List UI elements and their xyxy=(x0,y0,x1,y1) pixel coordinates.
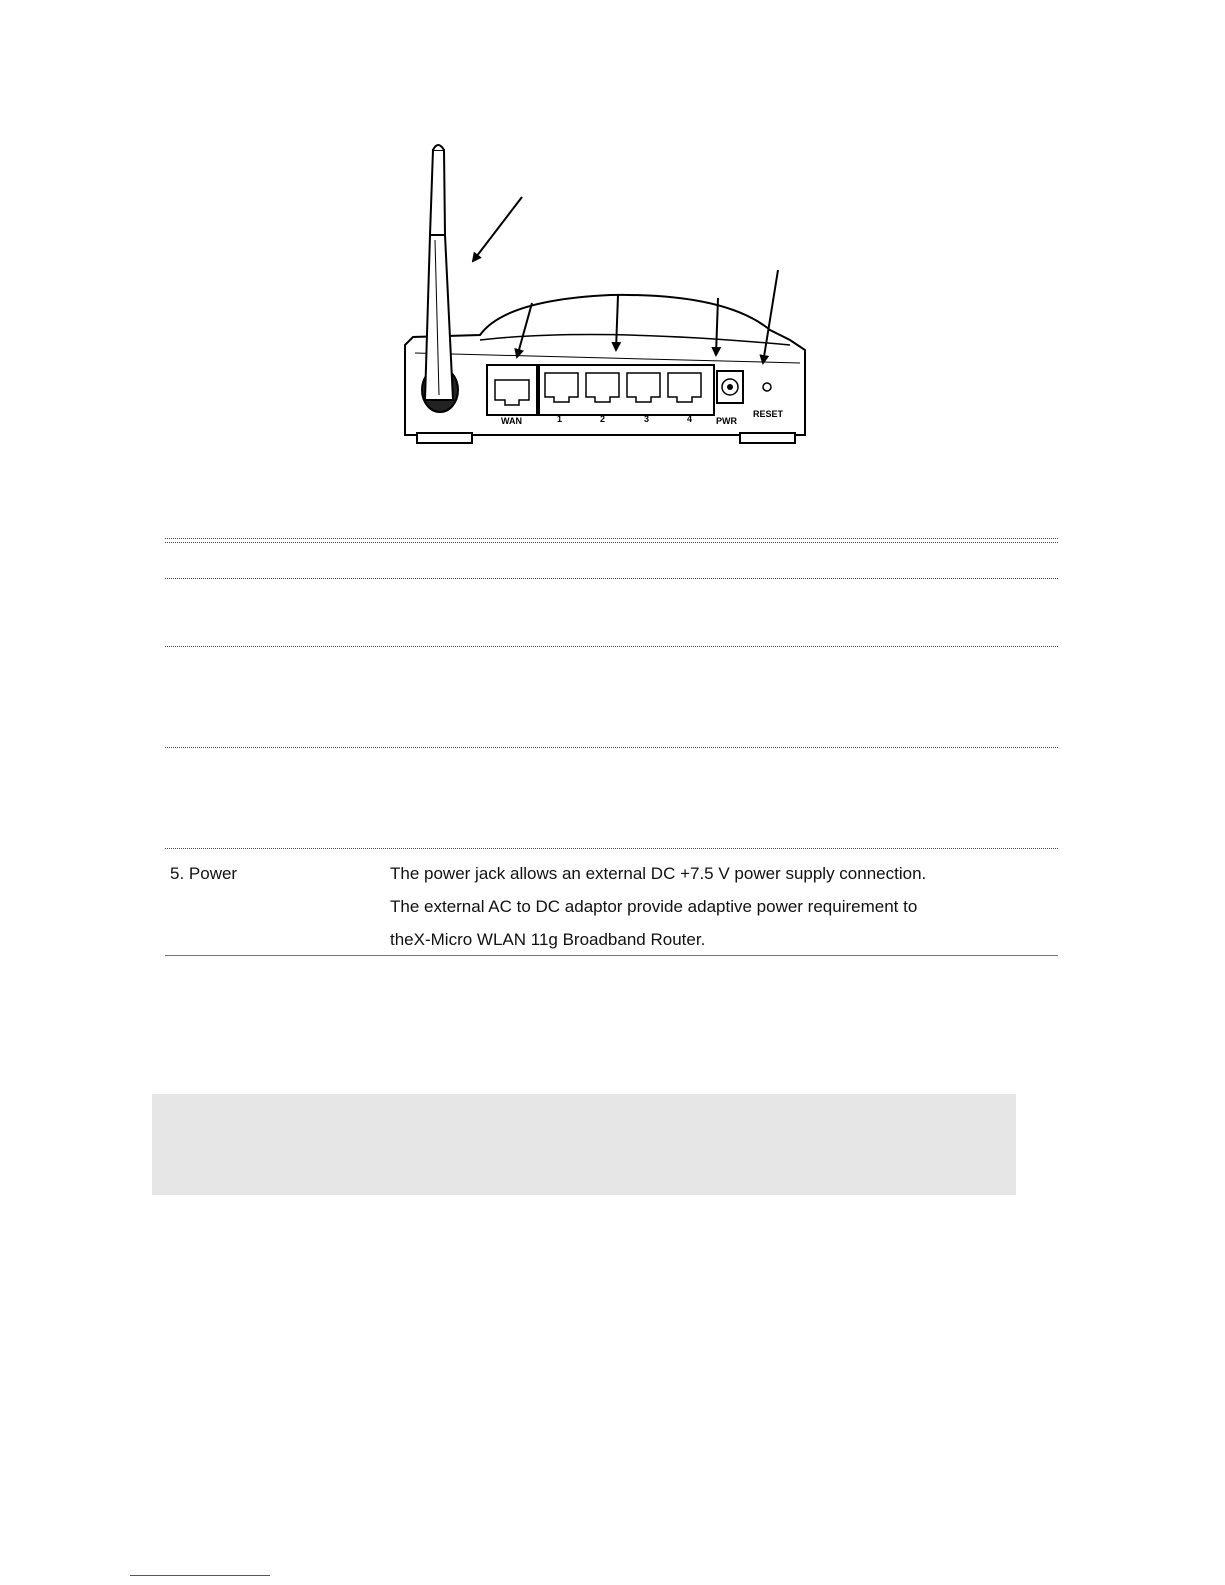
description-line: theX-Micro WLAN 11g Broadband Router. xyxy=(390,930,706,949)
label-lan-4: 4 xyxy=(687,414,693,424)
table-rule xyxy=(165,578,1058,579)
table-row-description-power xyxy=(390,857,926,956)
power-jack xyxy=(717,371,743,403)
antenna xyxy=(422,145,458,412)
router-rear-panel-figure xyxy=(395,135,845,455)
wan-port xyxy=(487,365,537,415)
footnote-link-underline xyxy=(130,1575,270,1576)
label-reset: RESET xyxy=(753,409,784,419)
note-box xyxy=(152,1094,1016,1195)
description-line: The power jack allows an external DC +7.5 V power supply connection. xyxy=(390,864,927,883)
arrow-antenna xyxy=(473,197,522,261)
description-line: The external AC to DC adaptor provide adaptive power requirement to xyxy=(390,897,918,916)
reset-button xyxy=(763,383,771,391)
label-pwr: PWR xyxy=(716,416,737,426)
lan-ports xyxy=(539,365,714,415)
label-lan-1: 1 xyxy=(557,414,563,424)
table-rule xyxy=(165,646,1058,647)
table-row-label-power: 5. Power xyxy=(170,864,238,883)
label-wan: WAN xyxy=(501,416,522,426)
table-rule xyxy=(165,848,1058,849)
table-rule-top xyxy=(165,538,1058,543)
label-lan-2: 2 xyxy=(600,414,606,424)
table-rule xyxy=(165,747,1058,748)
label-lan-3: 3 xyxy=(644,414,650,424)
